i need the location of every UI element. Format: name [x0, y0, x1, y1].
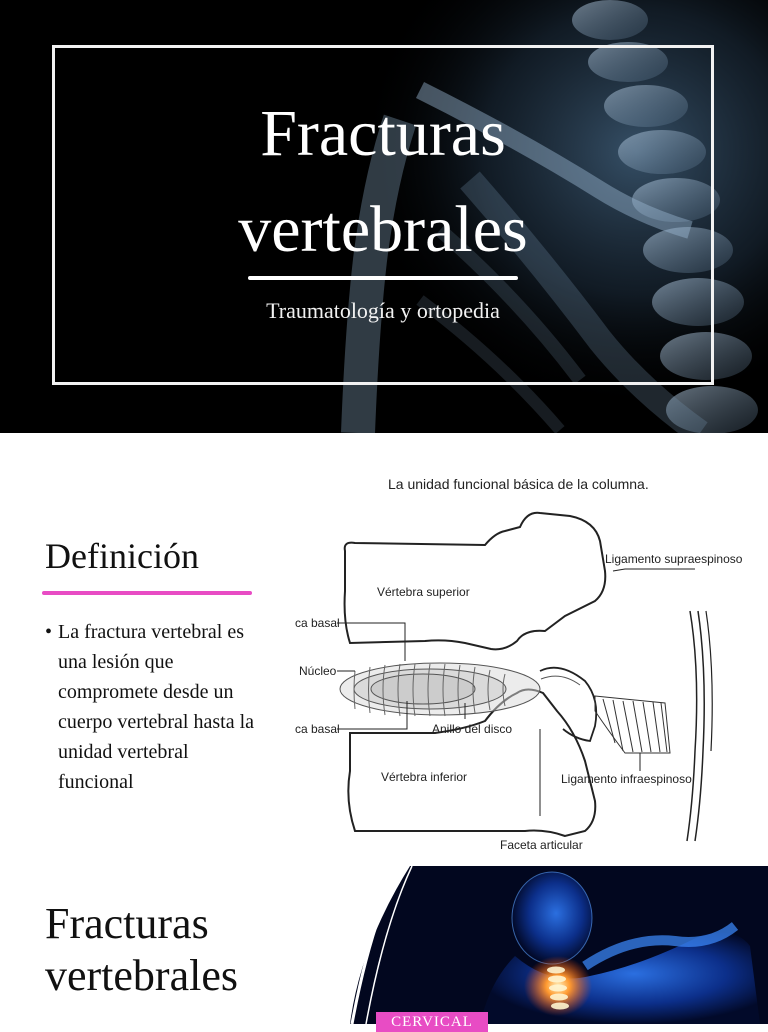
- label-nucleus: Núcleo: [299, 664, 337, 678]
- label-upper-vertebra: Vértebra superior: [377, 585, 470, 599]
- upper-vertebra: [345, 513, 606, 650]
- label-facet: Faceta articular: [500, 838, 583, 852]
- bullet-dot: •: [45, 621, 53, 643]
- cervical-slide: [0, 866, 768, 1030]
- slide-subtitle: Traumatología y ortopedia: [266, 298, 500, 323]
- label-supraspinous: Ligamento supraespinoso: [605, 552, 743, 566]
- label-infraspinous: Ligamento infraespinoso: [561, 772, 692, 786]
- label-lower-vertebra: Vértebra inferior: [381, 770, 468, 784]
- slide-title: [52, 86, 714, 277]
- title-slide: [0, 0, 768, 433]
- label-endplate-bottom: ca basal: [295, 722, 340, 736]
- slide3-title-line-1: Fracturas: [45, 899, 209, 948]
- supraspinous-ligament: [687, 611, 697, 841]
- functional-unit-diagram: [295, 471, 743, 861]
- definition-slide: [0, 433, 768, 866]
- label-annulus: Anillo del disco: [432, 722, 513, 736]
- bullet-text: La fractura vertebral es una lesión que compromete desde un cuerpo vertebral hasta la unidad vertebral funcional: [58, 621, 255, 793]
- definition-heading: Definición: [45, 536, 199, 576]
- label-endplate-top: ca basal: [295, 616, 340, 630]
- title-line-2: vertebrales: [238, 192, 528, 266]
- title-line-1: Fracturas: [260, 97, 506, 170]
- slide3-title: [45, 898, 238, 1002]
- neck-pain-illustration: [340, 866, 768, 1024]
- slide3-title-line-2: vertebrales: [45, 951, 238, 1000]
- diagram-caption: La unidad funcional básica de la columna.: [388, 476, 649, 492]
- interspinous-ligament: [595, 696, 670, 753]
- title-underline: [248, 276, 518, 280]
- cervical-tag: CERVICAL: [376, 1012, 488, 1032]
- heading-underline: [42, 591, 252, 595]
- definition-bullet: [45, 617, 265, 797]
